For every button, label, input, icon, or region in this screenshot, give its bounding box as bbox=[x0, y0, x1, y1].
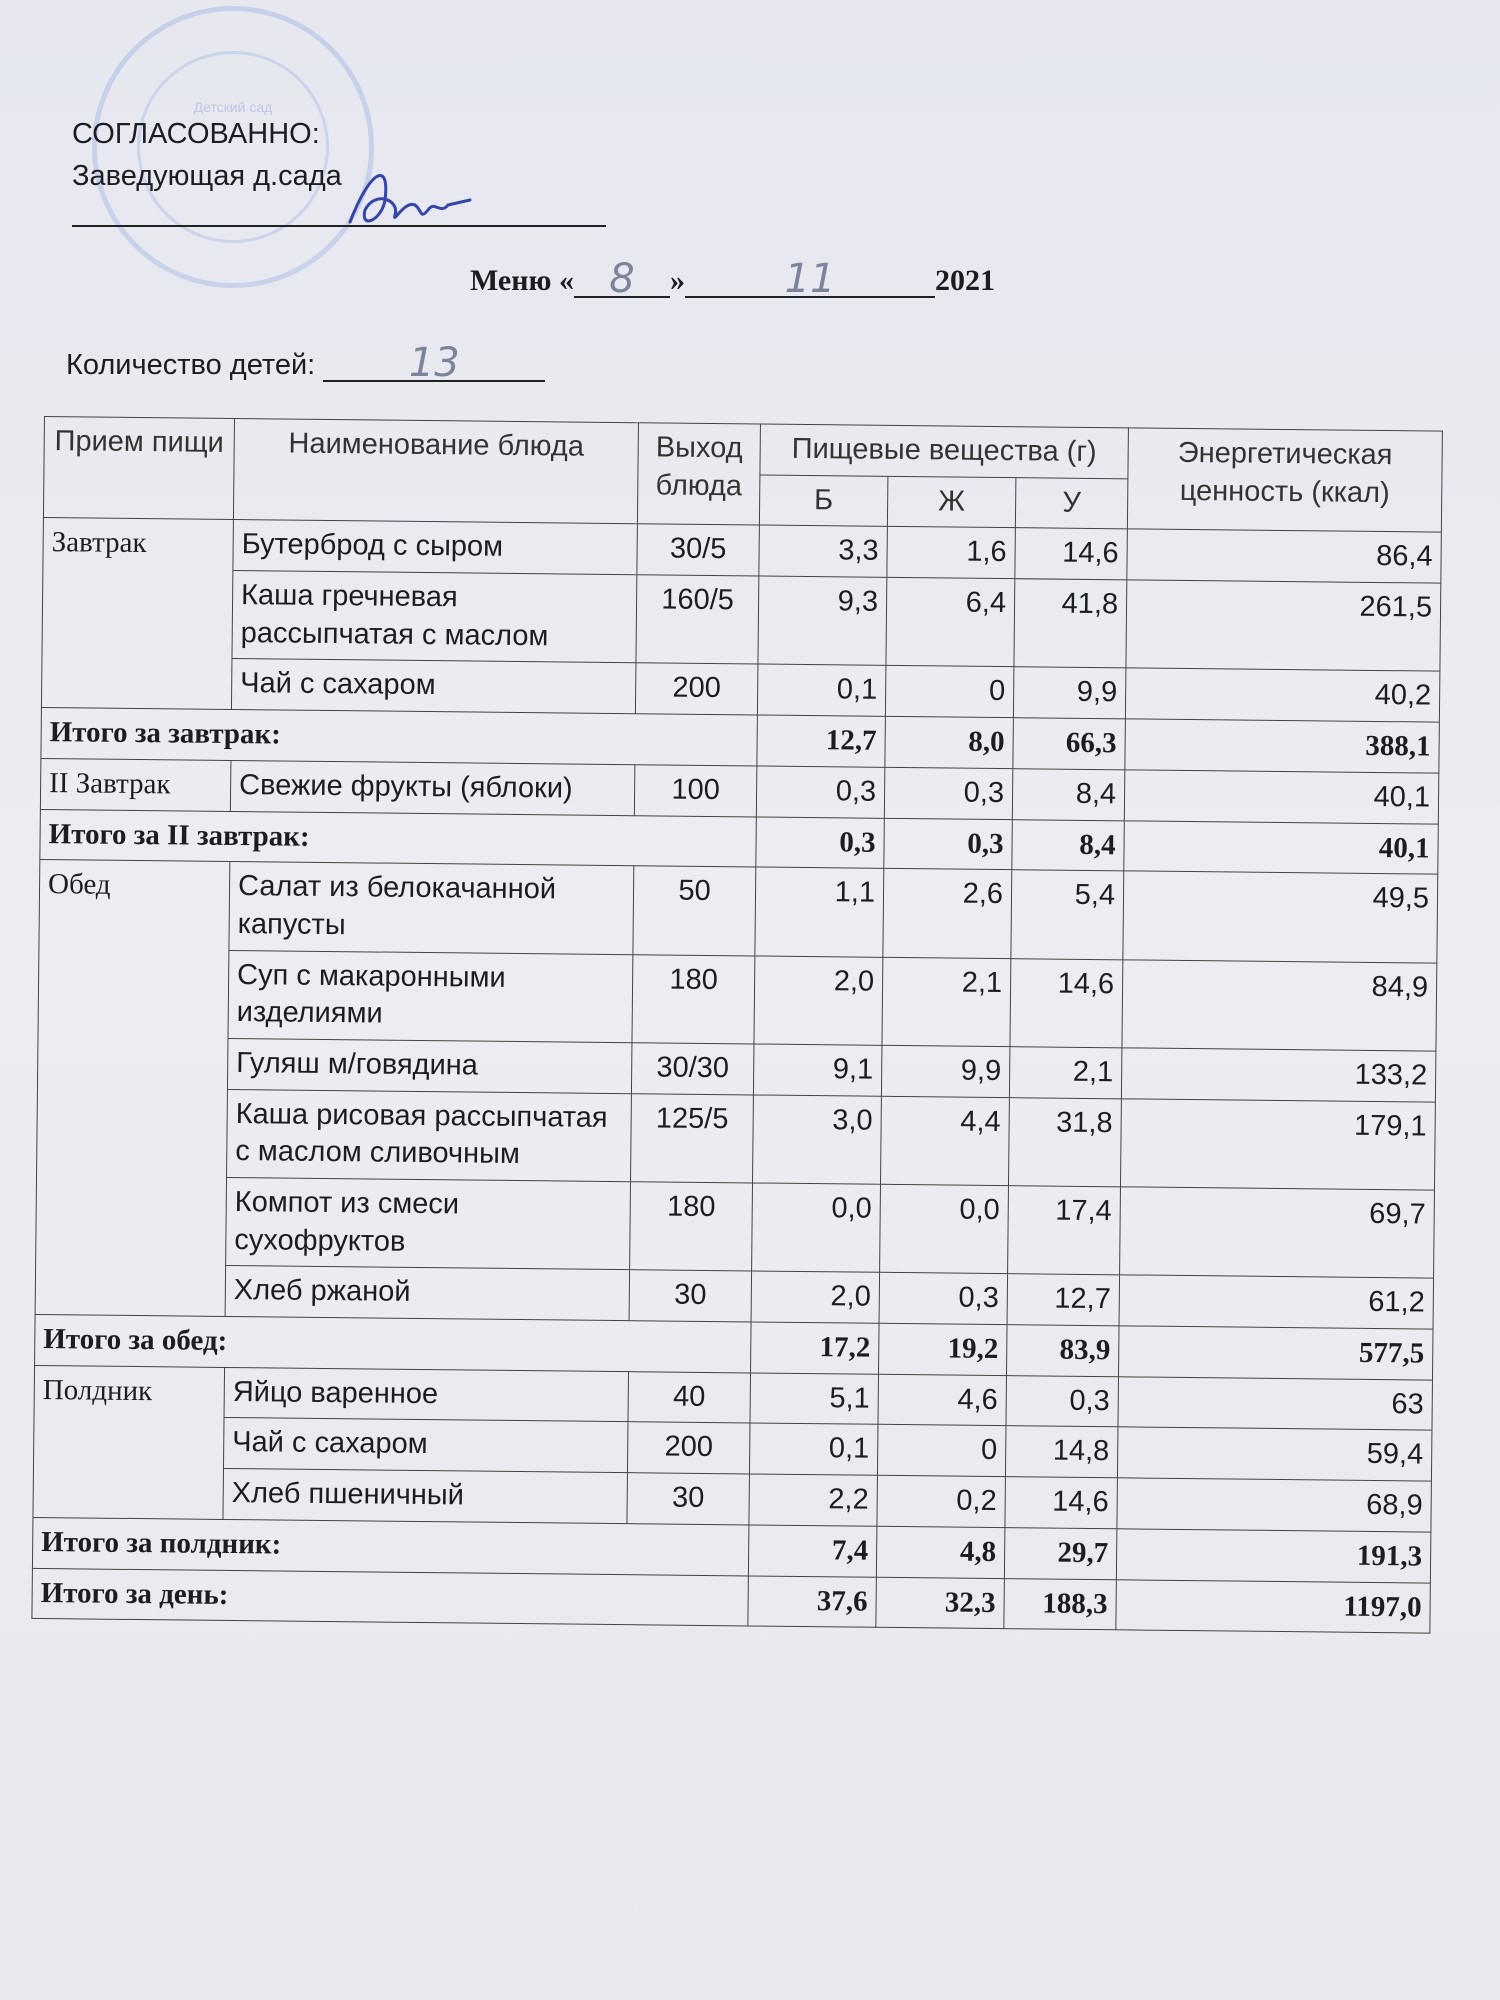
menu-month-blank bbox=[685, 256, 935, 302]
header-nutrients: Пищевые вещества (г) bbox=[760, 424, 1129, 479]
dish-b: 2,2 bbox=[749, 1474, 878, 1526]
menu-title-prefix: Меню « bbox=[470, 264, 574, 297]
total-b: 17,2 bbox=[751, 1322, 880, 1374]
dish-name: Каша рисовая рассыпчатая с маслом сливочным bbox=[227, 1089, 632, 1182]
total-b: 7,4 bbox=[748, 1525, 877, 1577]
menu-year: 2021 bbox=[934, 264, 995, 297]
dish-kcal: 68,9 bbox=[1117, 1478, 1432, 1532]
dish-name: Свежие фрукты (яблоки) bbox=[230, 760, 635, 815]
dish-name: Чай с сахаром bbox=[231, 659, 636, 714]
dish-name: Салат из белокачанной капусты bbox=[229, 862, 634, 955]
total-kcal: 388,1 bbox=[1125, 719, 1440, 773]
dish-zh: 0,0 bbox=[880, 1184, 1009, 1274]
table-row bbox=[39, 860, 1438, 963]
dish-u: 14,6 bbox=[1015, 528, 1128, 580]
dish-output: 30/5 bbox=[637, 524, 760, 576]
dish-name: Суп с макаронными изделиями bbox=[228, 950, 633, 1043]
dish-b: 2,0 bbox=[754, 956, 883, 1046]
meal-lunch: Обед bbox=[35, 860, 230, 1317]
dish-output: 200 bbox=[635, 663, 758, 715]
dish-kcal: 179,1 bbox=[1121, 1098, 1436, 1190]
dish-name: Хлеб пшеничный bbox=[223, 1469, 628, 1524]
dish-b: 1,1 bbox=[755, 867, 884, 957]
dish-b: 0,1 bbox=[757, 664, 886, 716]
dish-name: Яйцо варенное bbox=[224, 1367, 629, 1422]
dish-zh: 0 bbox=[885, 666, 1014, 718]
signature-mark bbox=[330, 160, 480, 240]
total-b: 0,3 bbox=[756, 816, 885, 868]
dish-b: 3,3 bbox=[759, 525, 888, 577]
approved-label: СОГЛАСОВАННО: bbox=[72, 118, 320, 150]
header-energy: Энергетическая ценность (ккал) bbox=[1127, 428, 1442, 533]
table-row bbox=[37, 1087, 1436, 1190]
dish-u: 14,6 bbox=[1005, 1477, 1118, 1529]
total-kcal: 1197,0 bbox=[1116, 1579, 1431, 1633]
dish-zh: 9,9 bbox=[881, 1045, 1010, 1097]
menu-table bbox=[31, 416, 1443, 1634]
table-header-row bbox=[44, 417, 1442, 482]
dish-zh: 0,3 bbox=[884, 767, 1013, 819]
dish-output: 180 bbox=[632, 954, 755, 1044]
dish-u: 14,8 bbox=[1005, 1426, 1118, 1478]
meal-breakfast2: II Завтрак bbox=[40, 758, 231, 811]
menu-day: 8 bbox=[609, 256, 635, 302]
dish-b: 9,1 bbox=[753, 1044, 882, 1096]
dish-zh: 0 bbox=[877, 1425, 1006, 1477]
children-label: Количество детей: bbox=[66, 349, 316, 381]
header-u: У bbox=[1015, 477, 1128, 529]
menu-day-blank bbox=[574, 256, 670, 302]
total-u: 66,3 bbox=[1013, 718, 1126, 770]
total-label: Итого за завтрак: bbox=[41, 708, 757, 766]
dish-u: 0,3 bbox=[1006, 1375, 1119, 1427]
dish-name: Гуляш м/говядина bbox=[227, 1038, 632, 1093]
total-b: 37,6 bbox=[748, 1575, 877, 1627]
total-zh: 19,2 bbox=[879, 1323, 1008, 1375]
total-u: 29,7 bbox=[1004, 1527, 1117, 1579]
dish-output: 50 bbox=[633, 866, 756, 956]
dish-b: 5,1 bbox=[750, 1373, 879, 1425]
dish-b: 0,1 bbox=[749, 1423, 878, 1475]
total-kcal: 191,3 bbox=[1116, 1529, 1431, 1583]
table-row bbox=[42, 569, 1441, 672]
dish-kcal: 133,2 bbox=[1121, 1048, 1436, 1102]
children-blank bbox=[323, 340, 545, 386]
dish-zh: 0,2 bbox=[877, 1475, 1006, 1527]
dish-b: 2,0 bbox=[751, 1271, 880, 1323]
header-meal: Прием пищи bbox=[43, 417, 234, 520]
total-kcal: 40,1 bbox=[1124, 820, 1439, 874]
dish-name: Хлеб ржаной bbox=[225, 1266, 630, 1321]
dish-zh: 6,4 bbox=[886, 577, 1015, 667]
head-position: Заведующая д.сада bbox=[72, 160, 342, 192]
total-u: 8,4 bbox=[1012, 819, 1125, 871]
dish-kcal: 49,5 bbox=[1123, 871, 1438, 963]
header-zh: Ж bbox=[887, 476, 1016, 528]
menu-title-mid: » bbox=[669, 264, 685, 297]
total-label: Итого за день: bbox=[32, 1568, 748, 1626]
dish-u: 31,8 bbox=[1008, 1097, 1121, 1187]
dish-u: 12,7 bbox=[1007, 1274, 1120, 1326]
dish-output: 30 bbox=[627, 1473, 750, 1525]
dish-kcal: 40,1 bbox=[1124, 770, 1439, 824]
dish-zh: 4,6 bbox=[878, 1374, 1007, 1426]
total-b: 12,7 bbox=[757, 715, 886, 767]
meal-breakfast: Завтрак bbox=[41, 518, 233, 710]
table-row bbox=[36, 1175, 1435, 1278]
dish-zh: 2,6 bbox=[883, 869, 1012, 959]
dish-zh: 0,3 bbox=[879, 1273, 1008, 1325]
dish-b: 0,3 bbox=[756, 766, 885, 818]
total-zh: 4,8 bbox=[876, 1526, 1005, 1578]
dish-kcal: 86,4 bbox=[1127, 529, 1442, 583]
dish-u: 8,4 bbox=[1012, 768, 1125, 820]
dish-name: Чай с сахаром bbox=[223, 1418, 628, 1473]
dish-kcal: 63 bbox=[1118, 1377, 1433, 1431]
dish-output: 100 bbox=[634, 765, 757, 817]
total-u: 83,9 bbox=[1007, 1325, 1120, 1377]
total-zh: 32,3 bbox=[876, 1577, 1005, 1629]
dish-output: 40 bbox=[628, 1371, 751, 1423]
dish-output: 30 bbox=[629, 1270, 752, 1322]
total-kcal: 577,5 bbox=[1119, 1326, 1434, 1380]
total-label: Итого за II завтрак: bbox=[40, 809, 756, 867]
dish-kcal: 84,9 bbox=[1122, 959, 1437, 1051]
dish-output: 30/30 bbox=[631, 1043, 754, 1095]
dish-output: 200 bbox=[627, 1422, 750, 1474]
dish-u: 5,4 bbox=[1011, 870, 1124, 960]
header-b: Б bbox=[759, 475, 888, 527]
dish-name: Каша гречневая рассыпчатая с маслом bbox=[232, 571, 637, 664]
dish-u: 2,1 bbox=[1009, 1047, 1122, 1099]
dish-name: Бутерброд с сыром bbox=[233, 520, 638, 575]
dish-zh: 1,6 bbox=[887, 527, 1016, 579]
children-count-line bbox=[66, 340, 545, 386]
menu-title bbox=[470, 256, 995, 302]
dish-output: 125/5 bbox=[631, 1093, 754, 1183]
dish-kcal: 61,2 bbox=[1119, 1275, 1434, 1329]
dish-zh: 2,1 bbox=[882, 957, 1011, 1047]
dish-output: 160/5 bbox=[636, 575, 759, 665]
dish-output: 180 bbox=[630, 1182, 753, 1272]
total-u: 188,3 bbox=[1004, 1578, 1117, 1630]
dish-name: Компот из смеси сухофруктов bbox=[226, 1177, 631, 1270]
menu-month: 11 bbox=[784, 256, 836, 302]
dish-b: 3,0 bbox=[753, 1095, 882, 1185]
total-label: Итого за полдник: bbox=[32, 1517, 748, 1575]
header-output: Выход блюда bbox=[637, 423, 760, 526]
dish-b: 0,0 bbox=[752, 1183, 881, 1273]
table-row bbox=[38, 948, 1437, 1051]
total-zh: 8,0 bbox=[885, 716, 1014, 768]
dish-u: 9,9 bbox=[1013, 667, 1126, 719]
children-count: 13 bbox=[408, 340, 460, 386]
stamp-text: Детский сад bbox=[193, 99, 273, 115]
header-dish: Наименование блюда bbox=[233, 418, 638, 524]
dish-u: 17,4 bbox=[1008, 1186, 1121, 1276]
dish-u: 14,6 bbox=[1010, 958, 1123, 1048]
dish-b: 9,3 bbox=[758, 576, 887, 666]
dish-kcal: 40,2 bbox=[1125, 668, 1440, 722]
total-zh: 0,3 bbox=[884, 818, 1013, 870]
dish-kcal: 59,4 bbox=[1117, 1427, 1432, 1481]
total-label: Итого за обед: bbox=[35, 1315, 751, 1373]
dish-u: 41,8 bbox=[1014, 579, 1127, 669]
dish-kcal: 69,7 bbox=[1120, 1187, 1435, 1279]
signature-line bbox=[72, 225, 606, 227]
meal-snack: Полдник bbox=[33, 1365, 225, 1519]
dish-kcal: 261,5 bbox=[1126, 580, 1441, 672]
dish-zh: 4,4 bbox=[881, 1096, 1010, 1186]
